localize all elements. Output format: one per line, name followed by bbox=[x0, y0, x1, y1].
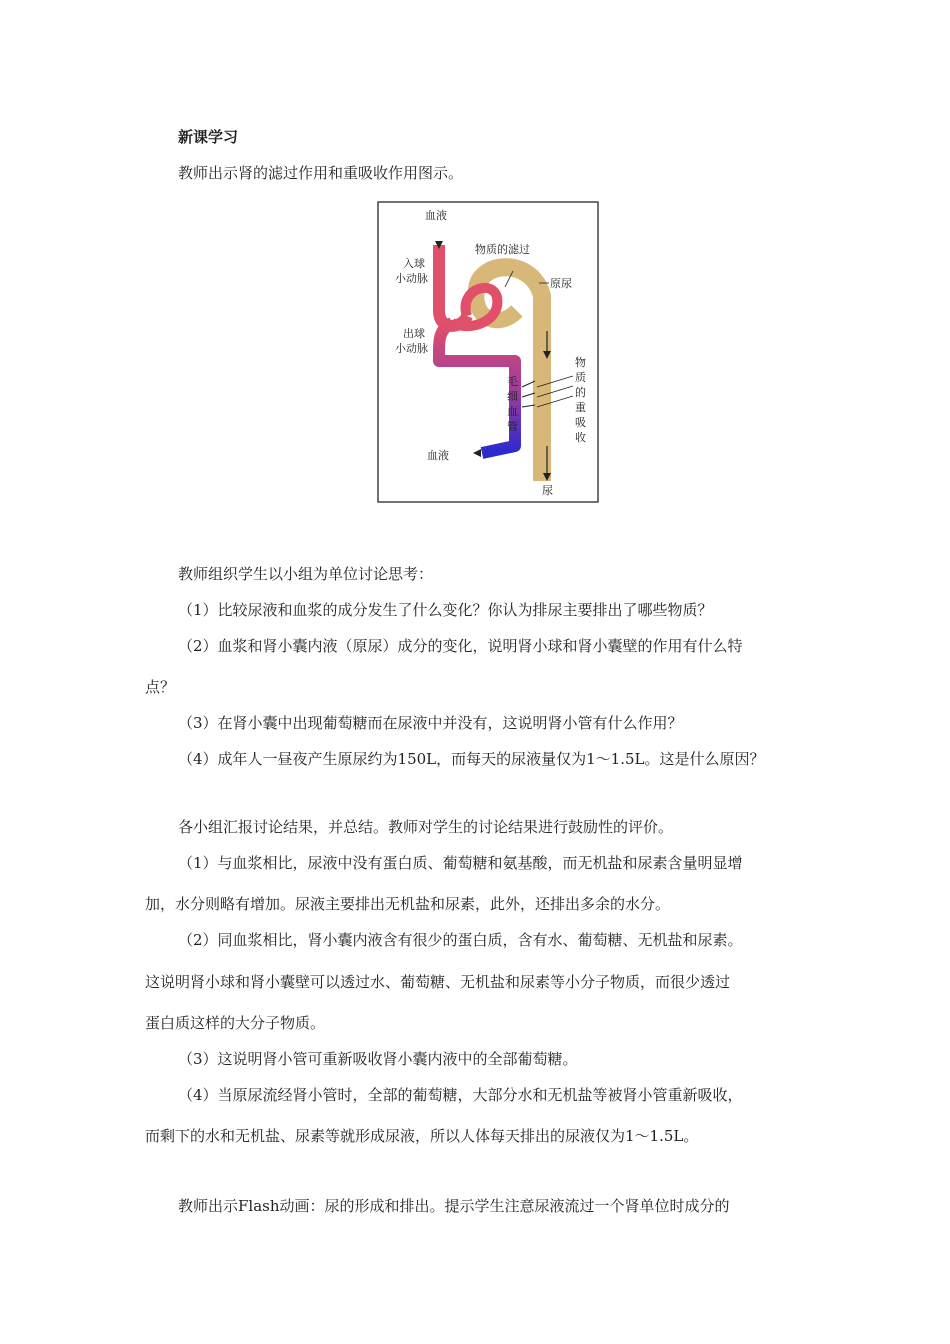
label-reabsorption-2: 质 bbox=[575, 371, 586, 384]
question-2-line-1: （2）血浆和肾小囊内液（原尿）成分的变化，说明肾小球和肾小囊壁的作用有什么特 bbox=[178, 637, 743, 655]
label-afferent-2: 小动脉 bbox=[395, 272, 428, 285]
label-reabsorption-5: 吸 bbox=[575, 416, 586, 429]
intro-paragraph: 教师出示肾的滤过作用和重吸收作用图示。 bbox=[178, 164, 464, 182]
flash-paragraph: 教师出示Flash动画：尿的形成和排出。提示学生注意尿液流过一个肾单位时成分的 bbox=[178, 1197, 730, 1215]
label-efferent-2: 小动脉 bbox=[395, 342, 428, 355]
question-1: （1）比较尿液和血浆的成分发生了什么变化？你认为排尿主要排出了哪些物质？ bbox=[178, 601, 713, 619]
answer-1-line-1: （1）与血浆相比，尿液中没有蛋白质、葡萄糖和氨基酸，而无机盐和尿素含量明显增 bbox=[178, 854, 743, 872]
question-3: （3）在肾小囊中出现葡萄糖而在尿液中并没有，这说明肾小管有什么作用？ bbox=[178, 714, 683, 732]
kidney-filtration-diagram bbox=[377, 201, 599, 503]
label-reabsorption-1: 物 bbox=[575, 356, 586, 369]
label-capillary-2: 细 bbox=[507, 390, 518, 403]
label-afferent-1: 入球 bbox=[403, 257, 425, 270]
section-title: 新课学习 bbox=[178, 128, 239, 146]
label-blood-top: 血液 bbox=[425, 209, 447, 222]
answer-1-line-2: 加，水分则略有增加。尿液主要排出无机盐和尿素，此外，还排出多余的水分。 bbox=[145, 895, 671, 913]
question-4: （4）成年人一昼夜产生原尿约为150L，而每天的尿液量仅为1～1.5L。这是什么原因？ bbox=[178, 750, 765, 768]
discussion-intro: 教师组织学生以小组为单位讨论思考： bbox=[178, 565, 434, 583]
label-reabsorption-3: 的 bbox=[575, 386, 586, 399]
summary-intro: 各小组汇报讨论结果，并总结。教师对学生的讨论结果进行鼓励性的评价。 bbox=[178, 818, 674, 836]
answer-3: （3）这说明肾小管可重新吸收肾小囊内液中的全部葡萄糖。 bbox=[178, 1050, 578, 1068]
answer-2-line-2: 这说明肾小球和肾小囊壁可以透过水、葡萄糖、无机盐和尿素等小分子物质，而很少透过 bbox=[145, 973, 731, 991]
label-reabsorption-4: 重 bbox=[575, 401, 586, 414]
answer-2-line-3: 蛋白质这样的大分子物质。 bbox=[145, 1014, 326, 1032]
label-urine: 尿 bbox=[542, 484, 553, 497]
answer-2-line-1: （2）同血浆相比，肾小囊内液含有很少的蛋白质，含有水、葡萄糖、无机盐和尿素。 bbox=[178, 931, 743, 949]
answer-4-line-2: 而剩下的水和无机盐、尿素等就形成尿液，所以人体每天排出的尿液仅为1～1.5L。 bbox=[145, 1127, 699, 1145]
question-2-line-2: 点？ bbox=[145, 678, 176, 696]
label-blood-bottom: 血液 bbox=[427, 449, 449, 462]
answer-4-line-1: （4）当原尿流经肾小管时，全部的葡萄糖，大部分水和无机盐等被肾小管重新吸收， bbox=[178, 1086, 743, 1104]
label-reabsorption-6: 收 bbox=[575, 431, 586, 444]
label-efferent-1: 出球 bbox=[403, 327, 425, 340]
label-capillary-4: 管 bbox=[507, 420, 518, 433]
label-primary-urine: 原尿 bbox=[550, 277, 572, 290]
label-capillary-1: 毛 bbox=[507, 375, 518, 388]
label-capillary-3: 血 bbox=[507, 405, 518, 418]
label-filtration: 物质的滤过 bbox=[475, 243, 530, 256]
